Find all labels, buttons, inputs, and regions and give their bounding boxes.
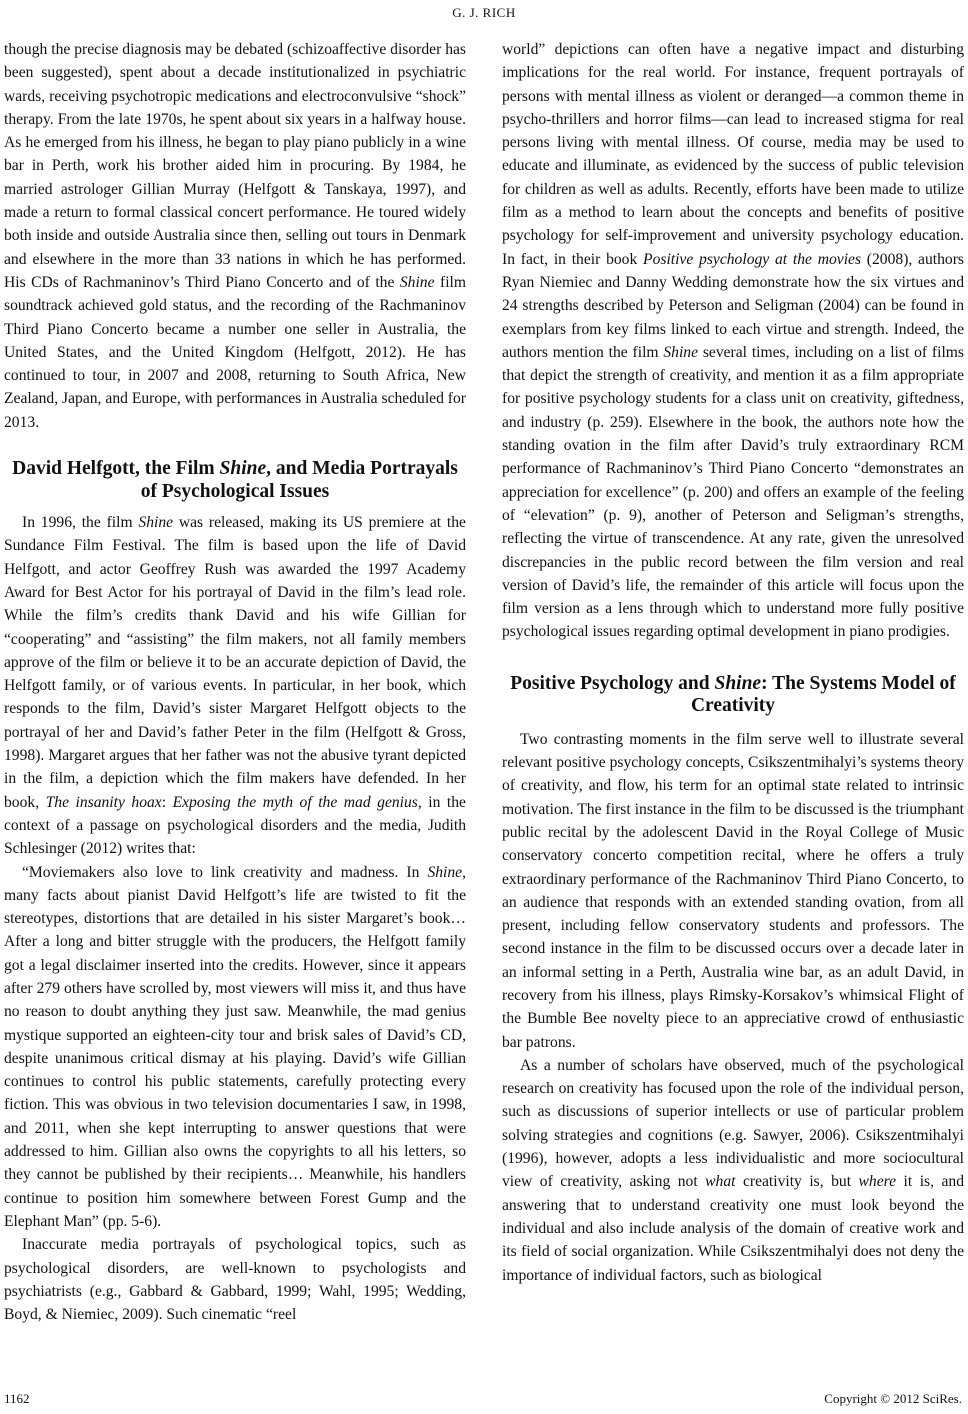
copyright-notice: Copyright © 2012 SciRes. [824, 1391, 962, 1406]
paragraph-scholars: As a number of scholars have observed, much of the psychological research on creativity has focused upon the role of the individual person, such as discussions of superior intellects or use of particular problem solving strategies and cognitions (e.g. Sawyer, 2006). Csikszentmihalyi (1996), however, adopts a less individualistic and more sociocultural view of creativity, asking not what creativity is, but where it is, and answering that to understand creativity one must look beyond the individual and also include analysis of the domain of creative work and its field of social organization. While Csikszentmihalyi does not deny the importance of individual factors, such as biological [502, 1056, 964, 1284]
paragraph-two-moments: Two contrasting moments in the film serve well to illustrate several relevant positive psychology concepts, Csikszentmihalyi’s systems theory of creativity, and flow, his term for an optimal state related to intrinsic motivation. The first instance in the film to be discussed is the triumphant public recital by the adolescent David in the Royal College of Music conservatory concerto competition recital, where he offers a truly extraordinary performance of the Rachmaninov Third Piano Concerto, to an audience that responds with an extended standing ovation, from all present, including fellow conservatory students and professors. The second instance in the film to be discussed occurs over a decade later in an informal setting in a Perth, Australia wine bar, as an adult David, in recovery from his illness, plays Rimsky-Korsakov’s whimsical Flight of the Bumble Bee novelty piece to an appreciative crowd of enthusiastic bar patrons. [502, 730, 964, 1051]
paragraph-quote: “Moviemakers also love to link creativity and madness. In Shine, many facts about pianist David Helfgott’s life are twisted to fit the stereotypes, distortions that are detailed in his sister Margaret’s book… After a long and bitter struggle with the producers, the Helfgott family got a legal disclaimer inserted into the credits. However, since it appears after 279 others have scrolled by, most viewers will miss it, and thus have no reason to doubt anything they just saw. Meanwhile, the mad genius mystique supported an eighteen-city tour and brisk sales of David’s CD, despite unanimous critical dismay at his playing. David’s wife Gillian continues to control his public statements, carefully protecting every fiction. This was obvious in two television documentaries I saw, in 1998, and 2011, when she kept interrupting to answer questions that were addressed to him. Gillian also owns the copyrights to all his letters, so they cannot be published by their recipients… Meanwhile, his handlers continue to position him somewhere between Forest Gump and the Elephant Man” (pp. 5-6). [4, 863, 466, 1230]
paragraph-intro: though the precise diagnosis may be debated (schizoaffective disorder has been suggested), spent about a decade institutionalized in psychiatric wards, receiving psychotropic medications and electroconvulsive “shock” therapy. From the late 1970s, he spent about six years in a halfway house. As he emerged from his illness, he began to play piano publicly in a wine bar in Perth, work his brother aided him in procuring. By 1984, he married astrologer Gillian Murray (Helfgott & Tanskaya, 1997), and made a return to formal classical concert performance. He toured widely both inside and outside Australia since then, selling out tours in Denmark and elsewhere in the more than 33 nations in which he has performed. His CDs of Rachmaninov’s Third Piano Concerto and of the Shine film soundtrack achieved gold status, and the recording of the Rachmaninov Third Piano Concerto became a number one seller in Australia, the United States, and the United Kingdom (Helfgott, 2012). He has continued to tour, in 2007 and 2008, returning to South Africa, New Zealand, Japan, and Europe, with performances in Australia scheduled for 2013. [4, 41, 466, 431]
right-column [502, 38, 964, 1287]
page-number: 1162 [4, 1391, 30, 1406]
left-column [4, 38, 466, 1326]
section-heading-positive-psychology: Positive Psychology and Shine: The Systems Model of Creativity [510, 672, 956, 717]
section-heading-media: David Helfgott, the Film Shine, and Media Portrayals of Psychological Issues [12, 458, 458, 502]
running-head: G. J. RICH [452, 5, 516, 20]
paragraph-reel-world: world” depictions can often have a negative impact and disturbing implications for the real world. For instance, frequent portrayals of persons with mental illness as violent or deranged—a common theme in psycho-thrillers and horror films—can lead to increased stigma for real persons living with mental illness. Of course, media may be used to educate and illuminate, as evidenced by the success of public television for children as well as adults. Recently, efforts have been made to utilize film as a method to learn about the concepts and benefits of positive psychology for self-improvement and university psychology education. In fact, in their book Positive psychology at the movies (2008), authors Ryan Niemiec and Danny Wedding demonstrate how the six virtues and 24 strengths described by Peterson and Seligman (2004) can be found in exemplars from key films linked to each virtue and strength. Indeed, the authors mention the film Shine several times, including on a list of films that depict the strength of creativity, and mention it as a film appropriate for positive psychology students for a class unit on creativity, giftedness, and industry (p. 259). Elsewhere in the book, the authors note how the standing ovation in the film after David’s truly extraordinary RCM performance of Rachmaninov’s Third Piano Concerto “demonstrates an appreciation for excellence” (p. 200) and offers an example of the feeling of “elevation” (p. 9), another of Peterson and Seligman’s strengths, reflecting the virtue of transcendence. At any rate, given the unresolved discrepancies in the public record between the film version and real version of David’s life, the remainder of this article will focus upon the film version as a lens through which to understand more fully positive psychological issues regarding optimal development in piano prodigies. [502, 41, 964, 641]
paragraph-shine-release: In 1996, the film Shine was released, making its US premiere at the Sundance Film Festival. The film is based upon the life of David Helfgott, and actor Geoffrey Rush was awarded the 1997 Academy Award for Best Actor for his portrayal of David in the film’s lead role. While the film’s credits thank David and his wife Gillian for “cooperating” and “assisting” the film makers, not all family members approve of the film or believe it to be an accurate depiction of David, the Helfgott family, or of various events. In particular, in her book, which responds to the film, David’s sister Margaret Helfgott objects to the portrayal of her and David’s father Peter in the film (Helfgott & Gross, 1998). Margaret argues that her father was not the abusive tyrant depicted in the film, a depiction which the film makers have defended. In her book, The insanity hoax: Exposing the myth of the mad genius, in the context of a passage on psychological disorders and the media, Judith Schlesinger (2012) writes that: [4, 514, 466, 858]
paragraph-inaccurate-media: Inaccurate media portrayals of psychological topics, such as psychological disorders, are well-known to psychologists and psychiatrists (e.g., Gabbard & Gabbard, 1999; Wahl, 1995; Wedding, Boyd, & Niemiec, 2009). Such cinematic “reel [4, 1236, 466, 1324]
